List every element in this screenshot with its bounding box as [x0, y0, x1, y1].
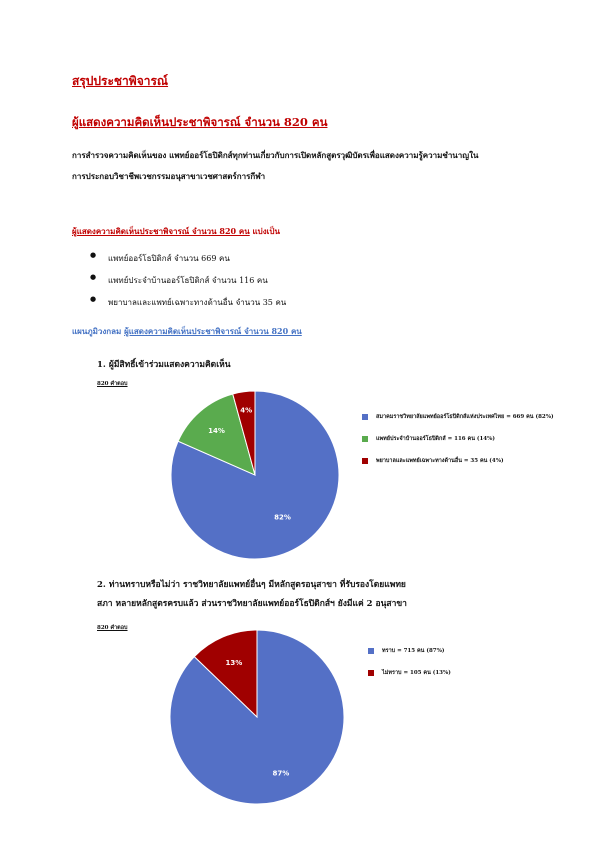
- pie-slice-label: 87%: [272, 769, 290, 778]
- intro-line-1: การสำรวจความคิดเห็นของ แพทย์ออร์โธปิดิกส์ทุกท่านเกี่ยวกับการเปิดหลักสูตรวุฒิบัตรเพื่อแสดงความรู้ความชำนาญใน: [72, 150, 479, 160]
- page-heading: สรุปประชาพิจารณ์: [72, 74, 169, 88]
- page-subheading: ผู้แสดงความคิดเห็นประชาพิจารณ์ จำนวน 820 คน: [72, 115, 328, 129]
- chart1-title: 1. ผู้มีสิทธิ์เข้าร่วมแสดงความคิดเห็น: [97, 360, 231, 370]
- chart2-subtitle: 820 คำตอบ: [97, 625, 128, 631]
- charts-title-main: ผู้แสดงความคิดเห็นประชาพิจารณ์ จำนวน 820 คน: [124, 326, 302, 336]
- charts-section-title: [72, 325, 302, 338]
- chart2-title: [97, 576, 537, 614]
- chart1-subtitle: 820 คำตอบ: [97, 381, 128, 387]
- chart1-pie: [160, 380, 350, 570]
- breakdown-item: ● แพทย์ประจำบ้านออร์โธปิดิกส์ จำนวน 116 คน: [90, 274, 286, 296]
- legend-swatch: [368, 670, 374, 676]
- pie-slice-label: 4%: [240, 406, 253, 415]
- legend-swatch: [362, 436, 368, 442]
- legend-label: แพทย์ประจำบ้านออร์โธปิดิกส์ = 116 คน (14%): [376, 436, 495, 442]
- legend-item: [368, 640, 451, 662]
- chart1-legend: [362, 406, 554, 472]
- pie-slice-label: 82%: [274, 513, 291, 522]
- charts-title-prefix: แผนภูมิวงกลม: [72, 326, 125, 336]
- breakdown-title-main: ผู้แสดงความคิดเห็นประชาพิจารณ์ จำนวน 820 คน: [72, 226, 250, 236]
- breakdown-item: ● แพทย์ออร์โธปิดิกส์ จำนวน 669 คน: [90, 252, 286, 274]
- breakdown-item: ● พยาบาลและแพทย์เฉพาะทางด้านอื่น จำนวน 35 คน: [90, 296, 286, 318]
- legend-swatch: [368, 648, 374, 654]
- breakdown-title: [72, 225, 280, 238]
- chart2-title-line-2: สภา หลายหลักสูตรครบแล้ว ส่วนราชวิทยาลัยแพทย์ออร์โธปิดิกส์ฯ ยังมีแค่ 2 อนุสาขา: [97, 599, 407, 609]
- legend-item: [368, 662, 451, 684]
- chart2-pie: [160, 620, 355, 815]
- pie-slice-label: 13%: [225, 659, 243, 668]
- legend-label: ไม่ทราบ = 105 คน (13%): [382, 670, 451, 676]
- legend-swatch: [362, 458, 368, 464]
- intro-paragraph: [72, 145, 532, 187]
- legend-item: [362, 406, 554, 428]
- legend-label: ทราบ = 715 คน (87%): [382, 648, 445, 654]
- legend-swatch: [362, 414, 368, 420]
- legend-item: [362, 428, 554, 450]
- chart2-title-line-1: 2. ท่านทราบหรือไม่ว่า ราชวิทยาลัยแพทย์อื่นๆ มีหลักสูตรอนุสาขา ที่รับรองโดยแพทย: [97, 580, 406, 590]
- legend-item: [362, 450, 554, 472]
- breakdown-list: [90, 252, 286, 318]
- legend-label: พยาบาลและแพทย์เฉพาะทางด้านอื่น = 35 คน (4%): [376, 458, 504, 464]
- legend-label: สมาคมราชวิทยาลัยแพทย์ออร์โธปิดิกส์แห่งประเทศไทย = 669 คน (82%): [376, 414, 554, 420]
- breakdown-title-suffix: แบ่งเป็น: [249, 226, 280, 236]
- chart2-legend: [368, 640, 451, 684]
- intro-line-2: การประกอบวิชาชีพเวชกรรมอนุสาขาเวชศาสตร์การกีฬา: [72, 171, 266, 181]
- pie-slice-label: 14%: [208, 427, 225, 436]
